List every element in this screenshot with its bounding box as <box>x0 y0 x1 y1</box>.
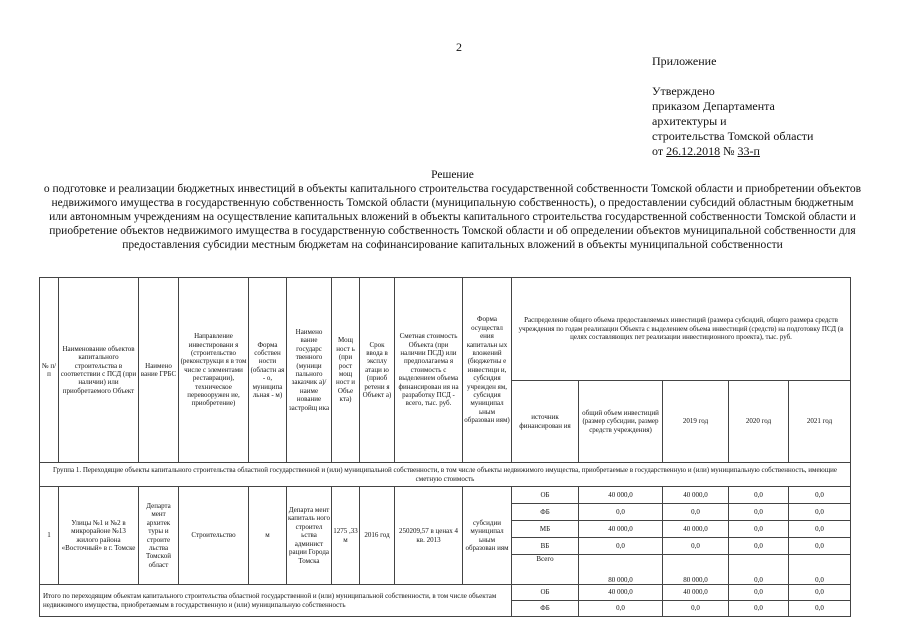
total-2021: 0,0 <box>789 585 851 601</box>
header-form: Форма осуществл ения капитальн ых вложений (бюджетны е инвестици и, субсидия учрежден ям, субсидия муниципал ьным образован иям) <box>463 278 512 463</box>
row1-no: 1 <box>40 487 59 585</box>
header-distribution: Распределение общего объема предоставляемых инвестиций (размера субсидий, общего размера средств учреждения по годам реализации Объекта с выделением объема инвестиций (средств) на подготовку ПСД (в целях составляющих пет реализации инвестиционного проекта), тыс. руб. <box>512 278 851 381</box>
row1-ownership: м <box>249 487 287 585</box>
row1-customer: Департа мент капиталь ного строител ьства админист рации Города Томска <box>287 487 332 585</box>
total-2020: 0,0 <box>729 585 789 601</box>
header-term: Срок ввода в эксплу атаци ю (приоб ретени я Объект а) <box>360 278 395 463</box>
funding-total: 40 000,0 <box>579 521 663 538</box>
total-2019: 0,0 <box>663 601 729 617</box>
total-2020: 0,0 <box>729 601 789 617</box>
heading-title: Решение <box>431 169 474 181</box>
funding-source: МБ <box>512 521 579 538</box>
header-grbs: Наимено вание ГРБС <box>139 278 179 463</box>
header-direction: Направление инвестировани я (строительство (реконструкци я в том числе с элементами реставрации), техническое перевооружен ие, приобретение) <box>179 278 249 463</box>
row1-direction: Строительство <box>179 487 249 585</box>
investment-table <box>39 277 851 617</box>
funding-2019: 0,0 <box>663 504 729 521</box>
approval-date: 26.12.2018 <box>666 144 721 158</box>
funding-total: 0,0 <box>579 504 663 521</box>
funding-total: 80 000,0 <box>579 555 663 585</box>
funding-2019: 40 000,0 <box>663 521 729 538</box>
header-ownership: Форма собствен ности (областн ая - о, муниципа льная - м) <box>249 278 287 463</box>
row1-form: субсидии муниципал ьным образован иям <box>463 487 512 585</box>
header-cost: Сметная стоимость Объекта (при наличии ПСД) или предполагаема я стоимость с выделением объема финансирован ия на разработку ПСД - всего, тыс. руб. <box>395 278 463 463</box>
row1-capacity: 1275 ,33 м <box>332 487 360 585</box>
funding-2021: 0,0 <box>789 521 851 538</box>
funding-2020: 0,0 <box>729 555 789 585</box>
heading-text: о подготовке и реализации бюджетных инвестиций в объекты капитального строительства государственной собственности Томской области и приобретении объектов недвижимого имущества в государственную собственность Томской области (муниципальную собственность), о предоставлении субсидий областным бюджетным или автономным учреждениям на осуществление капитальных вложений в объекты капитального строительства государственной собственности Томской области и приобретение объектов недвижимого имущества в государственную собственность Томской области и об определении объектов муниципальной собственности для предоставления субсидии местным бюджетам на софинансирование капитальных вложений в объекты муниципальной собственности <box>43 183 862 251</box>
approval-date-line: от 26.12.2018 № 33-п <box>652 144 760 158</box>
row1-cost: 250209,57 в ценах 4 кв. 2013 <box>395 487 463 585</box>
funding-2021: 0,0 <box>789 487 851 504</box>
header-capacity: Мощ ност ь (при рост мощ ност и Объе кта) <box>332 278 360 463</box>
header-source: источник финансирован ия <box>512 381 579 463</box>
appendix-title: Приложение <box>652 54 717 68</box>
document-heading <box>0 168 905 252</box>
header-customer: Наимено вание государс твенного (муници пального заказчик а)/наиме нование застройщ ика <box>287 278 332 463</box>
funding-source: ФБ <box>512 504 579 521</box>
total-2021: 0,0 <box>789 601 851 617</box>
header-no: № п/п <box>40 278 59 463</box>
funding-total: 0,0 <box>579 538 663 555</box>
funding-2019: 80 000,0 <box>663 555 729 585</box>
header-2020: 2020 год <box>729 381 789 463</box>
funding-2021: 0,0 <box>789 555 851 585</box>
group-1-title: Группа 1. Переходящие объекты капитального строительства областной государственной и (или) муниципальной собственности, в том числе объекты недвижимого имущества, приобретаемые в государственную и (или) муниципальную собственность, имеющие сметную стоимость <box>40 463 851 487</box>
total-sum: 0,0 <box>579 601 663 617</box>
approval-number: 33-п <box>737 144 760 158</box>
header-total: общий объем инвестиций (размер субсидии, размер средств учреждения) <box>579 381 663 463</box>
funding-2021: 0,0 <box>789 504 851 521</box>
funding-source: Всего <box>512 555 579 585</box>
funding-source: ВБ <box>512 538 579 555</box>
funding-2020: 0,0 <box>729 521 789 538</box>
approved-line: Утверждено <box>652 84 715 98</box>
funding-2020: 0,0 <box>729 504 789 521</box>
funding-2021: 0,0 <box>789 538 851 555</box>
row1-grbs: Департа мент архитек туры и строите льства Томской област <box>139 487 179 585</box>
funding-2020: 0,0 <box>729 538 789 555</box>
funding-2020: 0,0 <box>729 487 789 504</box>
header-2021: 2021 год <box>789 381 851 463</box>
page-number: 2 <box>456 40 462 54</box>
approval-block <box>652 54 813 159</box>
total-label: Итого по переходящим объектам капитального строительства областной государственной и (или) муниципальной собственности, в том числе объектам недвижимого имущества, приобретаемым в государственную и (или) муниципальную собственность <box>40 585 512 617</box>
total-2019: 40 000,0 <box>663 585 729 601</box>
department-line-2: строительства Томской области <box>652 129 814 143</box>
department-line-1: архитектуры и <box>652 114 727 128</box>
row1-name: Улицы №1 и №2 в микрорайоне №13 жилого района «Восточный» в г. Томске <box>59 487 139 585</box>
funding-2019: 0,0 <box>663 538 729 555</box>
funding-2019: 40 000,0 <box>663 487 729 504</box>
header-2019: 2019 год <box>663 381 729 463</box>
total-source: ОБ <box>512 585 579 601</box>
total-sum: 40 000,0 <box>579 585 663 601</box>
funding-source: ОБ <box>512 487 579 504</box>
funding-total: 40 000,0 <box>579 487 663 504</box>
header-name: Наименование объектов капитального строительства в соответствии с ПСД (при наличии) или приобретаемого Объект <box>59 278 139 463</box>
total-source: ФБ <box>512 601 579 617</box>
order-line: приказом Департамента <box>652 99 775 113</box>
row1-term: 2016 год <box>360 487 395 585</box>
